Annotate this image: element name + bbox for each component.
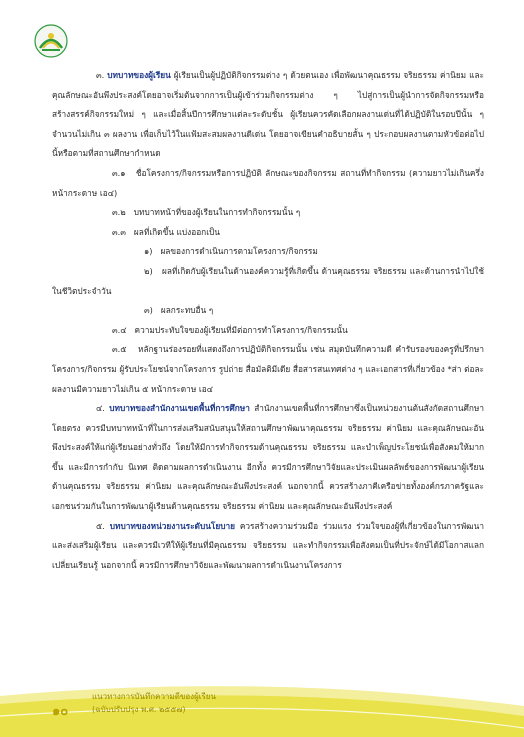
list-item — [52, 242, 484, 262]
list-item — [52, 223, 484, 243]
item-text: ความประทับใจของผู้เรียนที่มีต่อการทำโครงการ/กิจกรรมนั้น — [134, 324, 348, 335]
item-text: ผลที่เกิดกับผู้เรียนในด้านองค์ความรู้ที่เกิดขึ้น ด้านคุณธรรม จริยธรรม และด้านการนำไปใช้ในชีวิตประจำวัน — [52, 265, 484, 296]
list-item — [52, 321, 484, 341]
item-number: ๓.๑ — [112, 167, 126, 178]
footer-title: แนวทางการบันทึกความดีของผู้เรียน — [92, 692, 216, 701]
item-text: หลักฐานร่องรอยที่แสดงถึงการปฏิบัติกิจกรรมนั้น เช่น สมุดบันทึกความดี คำรับรองของครูที่ปรึกษาโครงการ/กิจกรรม ผู้รับประโยชน์จากโครงการ รูปถ่าย สื่อมัลติมีเดีย สื่อสารสนเทศต่าง ๆ และเอกสารที่เกี่ยวข้อง *ส่า ต่อละผลงานมีความยาวไม่เกิน ๕ หน้ากระดาษ เอ๔ — [52, 344, 484, 394]
paragraph-policy-role — [52, 517, 484, 576]
item-number: ๓.๔ — [112, 324, 127, 335]
paragraph-number: ๕. — [96, 520, 105, 531]
logo-emblem — [34, 24, 68, 58]
paragraph-learner-role — [52, 66, 484, 164]
item-text: ผลกระทบอื่น ๆ — [160, 305, 214, 316]
section-heading: บทบาทของหน่วยงานระดับนโยบาย — [109, 520, 235, 531]
item-number: ๓.๓ — [112, 226, 126, 237]
document-body — [52, 66, 484, 575]
item-number: ๑) — [144, 246, 153, 257]
footer-subtitle: (ฉบับปรับปรุง พ.ศ. ๒๕๕๗) — [92, 705, 186, 714]
footer-band-decoration — [0, 676, 524, 737]
page-footer — [0, 676, 524, 737]
list-item — [52, 301, 484, 321]
paragraph-text: ควรสร้างความร่วมมือ ร่วมแรง ร่วมใจของผู้ที่เกี่ยวข้องในการพัฒนาและส่งเสริมผู้เรียน และควรมีเวทีให้ผู้เรียนที่มีคุณธรรม จริยธรรม และทำกิจกรรมเพื่อสังคมเป็นที่ประจักษ์ได้มีโอกาสแลกเปลี่ยนเรียนรู้ นอกจากนี้ ควรมีการศึกษาวิจัยและพัฒนาผลการดำเนินงานโครงการ — [52, 520, 484, 570]
item-number: ๓.๕ — [112, 344, 127, 355]
item-text: ผลของการดำเนินการตามโครงการ/กิจกรรม — [160, 246, 318, 257]
item-text: ผลที่เกิดขึ้น แบ่งออกเป็น — [133, 226, 220, 237]
paragraph-area-office-role — [52, 399, 484, 517]
list-item — [52, 203, 484, 223]
list-item — [52, 164, 484, 203]
paragraph-number: ๓. — [96, 70, 105, 80]
paragraph-text: ผู้เรียนเป็นผู้ปฏิบัติกิจกรรมต่าง ๆ ด้วยตนเอง เพื่อพัฒนาคุณธรรม จริยธรรม ค่านิยม และคุณลักษณะอันพึงประสงค์โดยอาจเริ่มต้นจากการเป็นผู้เข้าร่วมกิจกรรมต่าง ๆ ไปสู่การเป็นผู้นำการจัดกิจกรรมหรือสร้างสรรค์กิจกรรมใหม่ ๆ และเมื่อสิ้นปีการศึกษาแต่ละระดับชั้น ผู้เรียนควรคัดเลือกผลงานเด่นที่ได้ปฏิบัติในรอบปีนั้น ๆ จำนวนไม่เกิน ๓ ผลงาน เพื่อเก็บไว้ในแฟ้มสะสมผลงานดีเด่น โดยอาจเขียนคำอธิบายสั้น ๆ ประกอบผลงานตามหัวข้อต่อไปนี้หรือตามที่สถานศึกษากำหนด — [52, 70, 484, 159]
item-text: ชื่อโครงการ/กิจกรรมหรือการปฏิบัติ ลักษณะของกิจกรรม สถานที่ทำกิจกรรม (ความยาวไม่เกินครึ่งหน้ากระดาษ เอ๔) — [52, 167, 484, 198]
page-number: ๑๐ — [52, 704, 69, 719]
item-number: ๓.๒ — [112, 207, 126, 218]
section-heading: บทบาทของผู้เรียน — [107, 70, 171, 80]
paragraph-number: ๔. — [96, 403, 105, 414]
item-number: ๓) — [144, 305, 153, 316]
paragraph-text: สำนักงานเขตพื้นที่การศึกษาซึ่งเป็นหน่วยงานต้นสังกัดสถานศึกษาโดยตรง ควรมีบทบาทหน้าที่ในการส่งเสริมสนับสนุนให้สถานศึกษาพัฒนาคุณธรรม จริยธรรม ค่านิยม และคุณลักษณะอันพึงประสงค์ให้แก่ผู้เรียนอย่างทั่วถึง โดยให้มีการทำกิจกรรมด้านคุณธรรม จริยธรรม และบำเพ็ญประโยชน์เพื่อสังคมให้มากขึ้น และมีการกำกับ นิเทศ ติดตามผลการดำเนินงาน อีกทั้ง ควรมีการศึกษาวิจัยและประเมินผลลัพธ์ของการพัฒนาผู้เรียนด้านคุณธรรม จริยธรรม ค่านิยม และคุณลักษณะอันพึงประสงค์ นอกจากนี้ ควรสร้างภาคีเครือข่ายทั้งองค์กรภาครัฐและเอกชนร่วมกันในการพัฒนาผู้เรียนด้านคุณธรรม จริยธรรม ค่านิยม และคุณลักษณะอันพึงประสงค์ — [52, 403, 484, 512]
list-item — [52, 340, 484, 399]
section-heading: บทบาทของสำนักงานเขตพื้นที่การศึกษา — [109, 403, 250, 414]
item-number: ๒) — [144, 265, 153, 276]
item-text: บทบาทหน้าที่ของผู้เรียนในการทำกิจกรรมนั้น ๆ — [133, 207, 301, 218]
list-item — [52, 262, 484, 301]
